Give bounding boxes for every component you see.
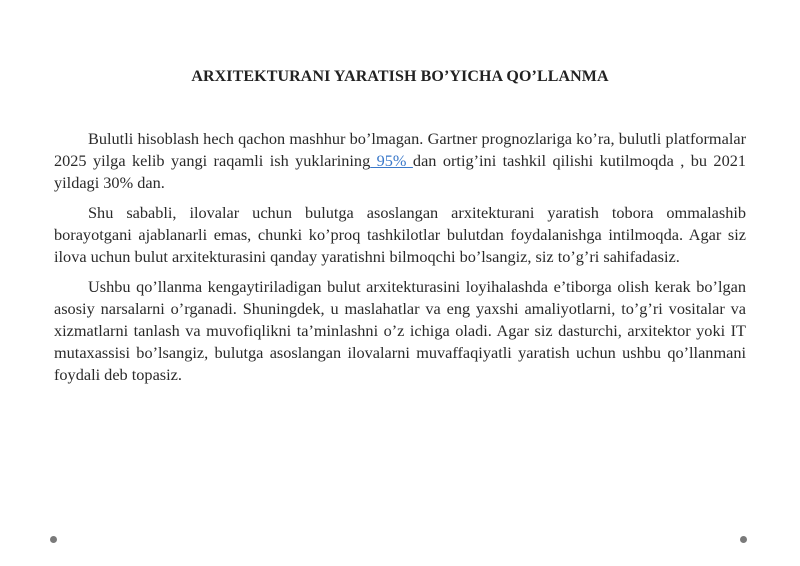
document-title: ARXITEKTURANI YARATISH BO’YICHA QO’LLANMA [191,68,609,85]
paragraph-1-text-end: dan ortig’ini tashkil qilishi kutilmoqda , bu 2021 yildagi 30% dan. [54,151,746,192]
document-body [54,128,746,394]
paragraph-1-text-start: Bulutli hisoblash hech qachon mashhur bo’lmagan. Gartner prognozlariga ko’ra, bulutli platformalar 2025 yilga kelib yangi raqamli ish yuklarining [54,129,746,170]
paragraph-2: Shu sababli, ilovalar uchun bulutga asoslangan arxitekturani yaratish tobora ommalashib borayotgani ajablanarli emas, chunki ko’proq tashkilotlar bulutdan foydalanishga intilmoqda. Agar siz ilova uchun bulut arxitekturasini qanday yaratishni bilmoqchi bo’lsangiz, siz to’g’ri sahifadasiz. [54,203,746,266]
percent-link[interactable]: 95% [370,151,413,170]
paragraph-1 [54,128,746,194]
page-marker-dot-right [740,536,747,543]
paragraph-3: Ushbu qo’llanma kengaytiriladigan bulut arxitekturasini loyihalashda e’tiborga olish kerak bo’lgan asosiy narsalarni o’rganadi. Shuningdek, u maslahatlar va eng yaxshi amaliyotlarni, to’g’ri vositalar va xizmatlarni tanlash va muvofiqlikni ta’minlashni o’z ichiga oladi. Agar siz dasturchi, arxitektor yoki IT mutaxassisi bo’lsangiz, bulutga asoslangan ilovalarni muvaffaqiyatli yaratish uchun ushbu qo’llanmani foydali deb topasiz. [54,277,746,384]
page-marker-dot-left [50,536,57,543]
